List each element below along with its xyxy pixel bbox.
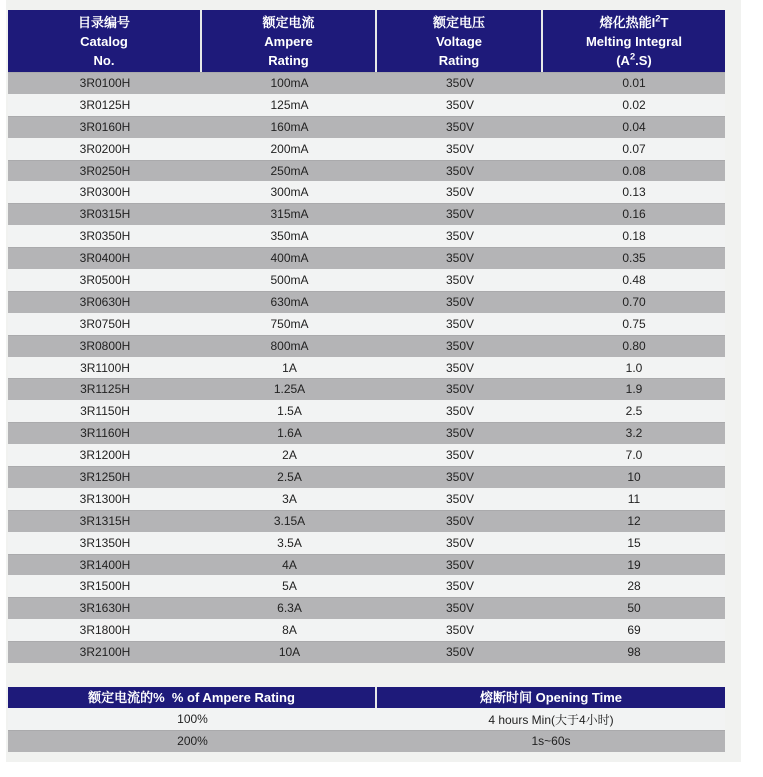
ampere-rating-cell: 800mA <box>270 338 309 353</box>
melting-integral-cell: 0.04 <box>622 119 646 134</box>
ampere-rating-cell: 400mA <box>270 251 309 266</box>
voltage-rating-cell: 350V <box>445 579 475 594</box>
fuse-spec-table <box>8 10 725 663</box>
spec-table-row <box>8 357 725 379</box>
content-area <box>6 0 741 762</box>
melting-integral-cell: 2.5 <box>625 404 643 419</box>
catalog-no-cell: 3R1160H <box>80 426 130 441</box>
header-percent-of-ampere: 额定电流的% % of Ampere Rating <box>8 687 377 708</box>
header-line-en: Ampere <box>264 33 313 49</box>
header-line-cn: 额定电压 <box>432 14 485 30</box>
voltage-rating-cell: 350V <box>445 272 475 287</box>
ampere-rating-cell: 2A <box>282 448 297 463</box>
spec-table-row <box>8 116 725 138</box>
ampere-rating-cell: 1.5A <box>277 404 302 419</box>
catalog-no-cell: 3R0500H <box>79 272 131 287</box>
spec-table-row <box>8 422 725 444</box>
catalog-no-cell: 3R1400H <box>79 557 131 572</box>
voltage-rating-cell: 350V <box>445 623 475 638</box>
melting-integral-cell: 1.9 <box>625 382 643 397</box>
melting-integral-cell: 0.13 <box>622 185 646 200</box>
spec-table-body <box>8 72 725 663</box>
catalog-no-cell: 3R1300H <box>79 491 131 506</box>
voltage-rating-cell: 350V <box>445 229 475 244</box>
opening-time-table-body <box>8 708 725 752</box>
voltage-rating-cell: 350V <box>445 119 475 134</box>
melting-integral-cell: 28 <box>627 579 641 594</box>
melting-integral-cell: 50 <box>627 601 641 616</box>
ampere-rating-cell: 1.6A <box>277 426 302 441</box>
ampere-rating-cell: 1A <box>282 360 297 375</box>
opening-time-cell: 1s~60s <box>531 734 571 748</box>
catalog-no-cell: 3R0250H <box>79 163 131 178</box>
spec-table-row <box>8 160 725 182</box>
melting-integral-cell: 69 <box>627 623 641 638</box>
spec-table-row <box>8 203 725 225</box>
voltage-rating-cell: 350V <box>445 382 475 397</box>
percent-of-ampere-cell: 100% <box>177 712 208 726</box>
header-line-cn: 额定电流 <box>262 14 315 30</box>
voltage-rating-cell: 350V <box>445 426 475 441</box>
ampere-rating-cell: 160mA <box>270 119 309 134</box>
ampere-rating-cell: 630mA <box>270 294 309 309</box>
header-opening-time: 熔断时间 Opening Time <box>479 690 623 705</box>
voltage-rating-cell: 350V <box>445 491 475 506</box>
header-line-en2: Rating <box>438 52 480 68</box>
voltage-rating-cell: 350V <box>445 185 475 200</box>
spec-table-row <box>8 444 725 466</box>
melting-integral-cell: 0.07 <box>622 141 646 156</box>
voltage-rating-cell: 350V <box>445 535 475 550</box>
opening-time-row <box>8 708 725 730</box>
voltage-rating-cell: 350V <box>445 163 475 178</box>
voltage-rating-cell: 350V <box>445 469 475 484</box>
melting-integral-cell: 0.01 <box>622 75 646 90</box>
ampere-rating-cell: 3.15A <box>273 513 306 528</box>
ampere-rating-cell: 1.25A <box>273 382 306 397</box>
spec-table-row <box>8 619 725 641</box>
voltage-rating-cell: 350V <box>445 557 475 572</box>
header-line-en2: $(A^2.S)$ <box>616 51 652 68</box>
spec-table-row <box>8 291 725 313</box>
ampere-rating-cell: 315mA <box>270 207 309 222</box>
header-voltage-rating <box>377 10 543 72</box>
ampere-rating-cell: 10A <box>278 645 301 660</box>
header-line-en: Catalog <box>80 33 128 49</box>
voltage-rating-cell: 350V <box>445 645 475 660</box>
ampere-rating-cell: 4A <box>282 557 297 572</box>
spec-table-row <box>8 181 725 203</box>
header-line-en: Melting Integral <box>585 33 683 49</box>
melting-integral-cell: 12 <box>627 513 641 528</box>
catalog-no-cell: 3R1630H <box>79 601 131 616</box>
ampere-rating-cell: 300mA <box>270 185 309 200</box>
spec-table-header <box>8 10 725 72</box>
voltage-rating-cell: 350V <box>445 141 475 156</box>
catalog-no-cell: 3R0200H <box>79 141 131 156</box>
spec-table-row <box>8 94 725 116</box>
voltage-rating-cell: 350V <box>445 338 475 353</box>
spec-table-row <box>8 532 725 554</box>
catalog-no-cell: 3R0315H <box>79 207 131 222</box>
catalog-no-cell: 3R1250H <box>79 469 131 484</box>
spec-table-row <box>8 575 725 597</box>
catalog-no-cell: 3R1100H <box>80 360 130 375</box>
spec-table-row <box>8 313 725 335</box>
catalog-no-cell: 3R0800H <box>79 338 131 353</box>
voltage-rating-cell: 350V <box>445 294 475 309</box>
melting-integral-cell: 0.80 <box>622 338 646 353</box>
spec-table-row <box>8 400 725 422</box>
voltage-rating-cell: 350V <box>445 97 475 112</box>
catalog-no-cell: 3R0750H <box>79 316 131 331</box>
header-catalog-no <box>8 10 202 72</box>
ampere-rating-cell: 200mA <box>270 141 309 156</box>
spec-table-row <box>8 247 725 269</box>
catalog-no-cell: 3R1315H <box>79 513 131 528</box>
catalog-no-cell: 3R1200H <box>79 448 131 463</box>
catalog-no-cell: 3R0630H <box>79 294 131 309</box>
catalog-no-cell: 3R1150H <box>80 404 130 419</box>
ampere-rating-cell: 3.5A <box>277 535 302 550</box>
ampere-rating-cell: 750mA <box>270 316 309 331</box>
header-melting-integral <box>543 10 725 72</box>
melting-integral-cell: 1.0 <box>625 360 643 375</box>
opening-time-cell: 4 hours Min(大于4小时) <box>488 712 614 727</box>
melting-integral-cell: 0.70 <box>622 294 646 309</box>
ampere-rating-cell: 350mA <box>270 229 309 244</box>
ampere-rating-cell: 8A <box>282 623 297 638</box>
melting-integral-cell: 7.0 <box>625 448 643 463</box>
ampere-rating-cell: 100mA <box>270 75 309 90</box>
catalog-no-cell: 3R2100H <box>79 645 131 660</box>
ampere-rating-cell: 500mA <box>270 272 309 287</box>
voltage-rating-cell: 350V <box>445 75 475 90</box>
voltage-rating-cell: 350V <box>445 513 475 528</box>
voltage-rating-cell: 350V <box>445 360 475 375</box>
voltage-rating-cell: 350V <box>445 207 475 222</box>
spec-table-row <box>8 554 725 576</box>
melting-integral-cell: 0.16 <box>622 207 646 222</box>
melting-integral-cell: 98 <box>627 645 641 660</box>
catalog-no-cell: 3R1800H <box>79 623 131 638</box>
spec-table-row <box>8 488 725 510</box>
spec-table-row <box>8 225 725 247</box>
catalog-no-cell: 3R1125H <box>80 382 130 397</box>
voltage-rating-cell: 350V <box>445 316 475 331</box>
ampere-rating-cell: 250mA <box>270 163 309 178</box>
voltage-rating-cell: 350V <box>445 404 475 419</box>
opening-time-row <box>8 730 725 752</box>
melting-integral-cell: 19 <box>627 557 641 572</box>
melting-integral-cell: 0.48 <box>622 272 646 287</box>
spec-table-row <box>8 378 725 400</box>
opening-time-table <box>8 687 725 752</box>
voltage-rating-cell: 350V <box>445 251 475 266</box>
melting-integral-cell: 11 <box>627 491 641 506</box>
melting-integral-cell: 0.75 <box>622 316 646 331</box>
voltage-rating-cell: 350V <box>445 448 475 463</box>
ampere-rating-cell: 2.5A <box>277 469 302 484</box>
catalog-no-cell: 3R1500H <box>79 579 131 594</box>
ampere-rating-cell: 6.3A <box>277 601 302 616</box>
header-line-en2: No. <box>93 52 115 68</box>
melting-integral-cell: 0.35 <box>622 251 646 266</box>
ampere-rating-cell: 5A <box>282 579 297 594</box>
spec-table-row <box>8 466 725 488</box>
opening-time-table-header <box>8 687 725 708</box>
catalog-no-cell: 3R0160H <box>79 119 131 134</box>
header-line-en: Voltage <box>436 33 482 49</box>
melting-integral-cell: 10 <box>627 469 641 484</box>
catalog-no-cell: 3R0100H <box>79 75 131 90</box>
spec-table-row <box>8 597 725 619</box>
spec-table-row <box>8 138 725 160</box>
header-ampere-rating <box>202 10 377 72</box>
header-line-en2: Rating <box>268 52 309 68</box>
catalog-no-cell: 3R1350H <box>79 535 131 550</box>
ampere-rating-cell: 3A <box>282 491 297 506</box>
header-line-cn: 熔化热能$I^2T$ <box>599 13 669 30</box>
melting-integral-cell: 3.2 <box>625 426 643 441</box>
catalog-no-cell: 3R0400H <box>79 251 131 266</box>
spec-table-row <box>8 641 725 663</box>
melting-integral-cell: 0.08 <box>622 163 646 178</box>
spec-table-row <box>8 72 725 94</box>
ampere-rating-cell: 125mA <box>270 97 309 112</box>
percent-of-ampere-cell: 200% <box>177 734 208 748</box>
melting-integral-cell: 0.18 <box>622 229 646 244</box>
spec-table-row <box>8 510 725 532</box>
spec-table-row <box>8 335 725 357</box>
melting-integral-cell: 0.02 <box>622 97 646 112</box>
spec-table-row <box>8 269 725 291</box>
melting-integral-cell: 15 <box>627 535 641 550</box>
header-line-cn: 目录编号 <box>77 14 130 30</box>
catalog-no-cell: 3R0300H <box>79 185 131 200</box>
voltage-rating-cell: 350V <box>445 601 475 616</box>
catalog-no-cell: 3R0125H <box>79 97 131 112</box>
catalog-no-cell: 3R0350H <box>79 229 131 244</box>
